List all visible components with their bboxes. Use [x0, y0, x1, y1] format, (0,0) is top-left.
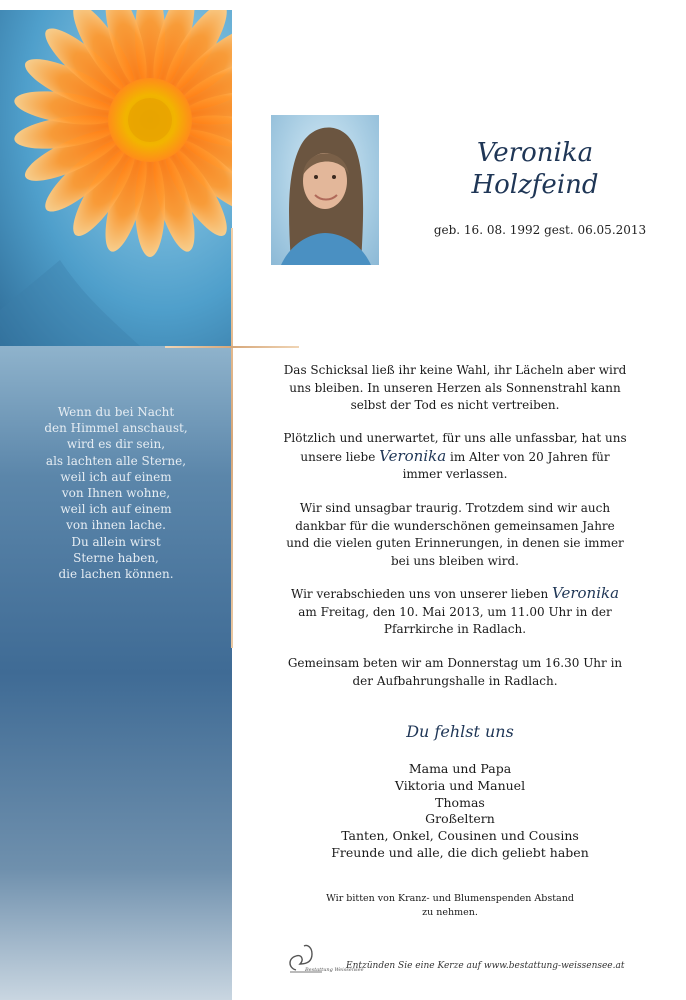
life-dates: geb. 16. 08. 1992 gest. 06.05.2013 [433, 223, 647, 237]
portrait-photo [271, 115, 379, 265]
text-line: zu nehmen. [422, 907, 478, 918]
poem-line: Sterne haben, [73, 550, 159, 565]
mourner-entry: Freunde und alle, die dich geliebt haben [331, 844, 589, 860]
cross-horizontal-beam [165, 346, 299, 348]
poem-line: weil ich auf einem [60, 502, 172, 517]
deceased-last-name: Holzfeind [471, 170, 599, 200]
poem-line: weil ich auf einem [60, 469, 172, 484]
text-line: Das Schicksal ließ ihr keine Wahl, ihr Lächeln aber wird [283, 363, 627, 377]
paragraph-passing [275, 430, 635, 484]
mourner-entry: Thomas [435, 794, 485, 810]
paragraph-grief [275, 500, 635, 570]
text-line: Pfarrkirche in Radlach. [383, 622, 527, 636]
deceased-first-name: Veronika [476, 138, 594, 168]
portrait-icon [271, 115, 379, 265]
text-line: und die vielen guten Erinnerungen, in denen sie immer [286, 536, 624, 550]
text-segment: im Alter von 20 Jahren für [446, 449, 610, 464]
miss-you-heading: Du fehlst uns [406, 722, 514, 741]
flower-icon [0, 10, 232, 346]
mourner-entry: Viktoria und Manuel [394, 777, 526, 793]
poem [0, 404, 232, 582]
poem-line: die lachen können. [58, 567, 174, 582]
text-line: Plötzlich und unerwartet, für uns alle unfassbar, hat uns [283, 431, 627, 445]
text-line: dankbar für die wunderschönen gemeinsamen Jahre [295, 518, 615, 533]
gerbera-flower-image [0, 10, 232, 346]
mourners-list [300, 761, 620, 862]
text-line: am Freitag, den 10. Mai 2013, um 11.00 Uhr in der [298, 604, 612, 619]
text-line: immer verlassen. [402, 467, 508, 481]
name-highlight: Veronika [552, 584, 620, 602]
paragraph-fate [275, 362, 635, 415]
poem-line: von ihnen lache. [66, 518, 166, 533]
name-highlight: Veronika [379, 446, 447, 465]
logo-text: Bestattung Weissensee [305, 967, 364, 973]
text-line: der Aufbahrungshalle in Radlach. [352, 673, 558, 688]
text-segment: unsere liebe [300, 449, 380, 464]
poem-line: als lachten alle Sterne, [45, 453, 187, 468]
poem-line: von Ihnen wohne, [61, 486, 171, 501]
mourner-entry: Mama und Papa [408, 761, 512, 776]
text-line: uns bleiben. In unseren Herzen als Sonnenstrahl kann [289, 380, 621, 395]
paragraph-farewell [275, 585, 635, 639]
text-line: bei uns bleiben wird. [391, 553, 519, 568]
poem-line: wird es dir sein, [66, 437, 166, 452]
candle-link-text[interactable]: Entzünden Sie eine Kerze auf www.bestattung-weissensee.at [346, 961, 625, 971]
poem-line: Wenn du bei Nacht [57, 405, 175, 419]
mourner-entry: Großeltern [425, 811, 495, 827]
paragraph-prayer [275, 655, 635, 690]
donation-request [300, 892, 600, 920]
text-line [275, 585, 635, 604]
text-line: Wir bitten von Kranz- und Blumenspenden Abstand [326, 893, 574, 904]
cross-vertical-beam [231, 228, 233, 648]
mourner-entry: Tanten, Onkel, Cousinen und Cousins [341, 828, 579, 844]
poem-line: Du allein wirst [71, 534, 161, 549]
text-line: Gemeinsam beten wir am Donnerstag um 16.30 Uhr in [287, 656, 623, 670]
text-segment: Wir verabschieden uns von unserer lieben [290, 587, 552, 601]
text-line: selbst der Tod es nicht vertreiben. [350, 398, 560, 412]
text-line: Wir sind unsagbar traurig. Trotzdem sind wir auch [299, 501, 611, 515]
poem-line: den Himmel anschaust, [44, 421, 188, 436]
text-line [275, 448, 635, 467]
